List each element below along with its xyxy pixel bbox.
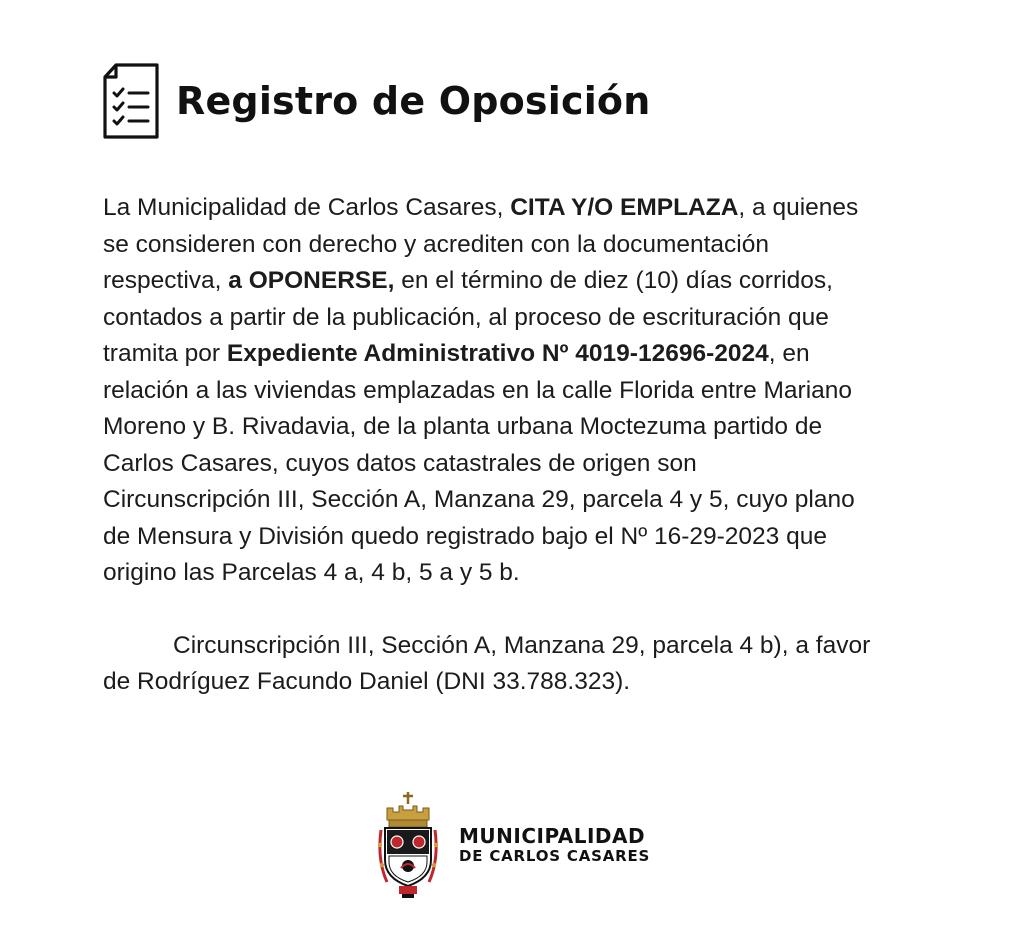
text-line xyxy=(103,628,953,665)
text-run: Circunscripción III, Sección A, Manzana 29, parcela 4 b), a favor xyxy=(173,631,871,659)
text-run: tramita por xyxy=(103,340,227,367)
checklist-document-icon xyxy=(100,62,162,140)
org-name-line2: DE CARLOS CASARES xyxy=(459,846,651,865)
text-line xyxy=(103,336,953,373)
notice-paragraph-1 xyxy=(103,190,953,592)
footer-logo xyxy=(373,790,650,900)
notice-body xyxy=(103,190,953,701)
text-run: , a quienes xyxy=(738,194,859,221)
text-line xyxy=(103,190,953,227)
text-line: de Rodríguez Facundo Daniel (DNI 33.788.323). xyxy=(103,668,631,695)
text-line xyxy=(103,263,953,300)
text-run: respectiva, xyxy=(103,267,229,294)
text-run: , en xyxy=(768,340,810,367)
text-line: de Mensura y División quedo registrado bajo el Nº 16-29-2023 que xyxy=(103,522,827,550)
org-name-line1: MUNICIPALIDAD xyxy=(459,823,646,848)
text-run: en el término de diez (10) días corridos, xyxy=(394,267,833,294)
text-line: se consideren con derecho y acrediten con la documentación xyxy=(103,230,769,258)
org-name xyxy=(459,825,650,865)
notice-paragraph-2 xyxy=(103,628,953,701)
text-line: origino las Parcelas 4 a, 4 b, 5 a y 5 b. xyxy=(103,559,520,586)
text-line: Carlos Casares, cuyos datos catastrales de origen son xyxy=(103,449,697,477)
text-line: Circunscripción III, Sección A, Manzana 29, parcela 4 y 5, cuyo plano xyxy=(103,486,855,513)
page-title: Registro de Oposición xyxy=(176,79,651,123)
text-run: La Municipalidad de Carlos Casares, xyxy=(103,194,511,221)
page-header xyxy=(100,62,651,140)
text-line: contados a partir de la publicación, al proceso de escrituración que xyxy=(103,303,829,331)
bold-text: Expediente Administrativo Nº 4019-12696-2024 xyxy=(226,340,769,367)
bold-text: CITA Y/O EMPLAZA xyxy=(510,194,739,221)
municipal-crest-icon xyxy=(373,790,443,900)
text-line: Moreno y B. Rivadavia, de la planta urbana Moctezuma partido de xyxy=(103,413,823,440)
bold-text: a OPONERSE, xyxy=(228,267,395,294)
text-line: relación a las viviendas emplazadas en la calle Florida entre Mariano xyxy=(103,376,853,404)
